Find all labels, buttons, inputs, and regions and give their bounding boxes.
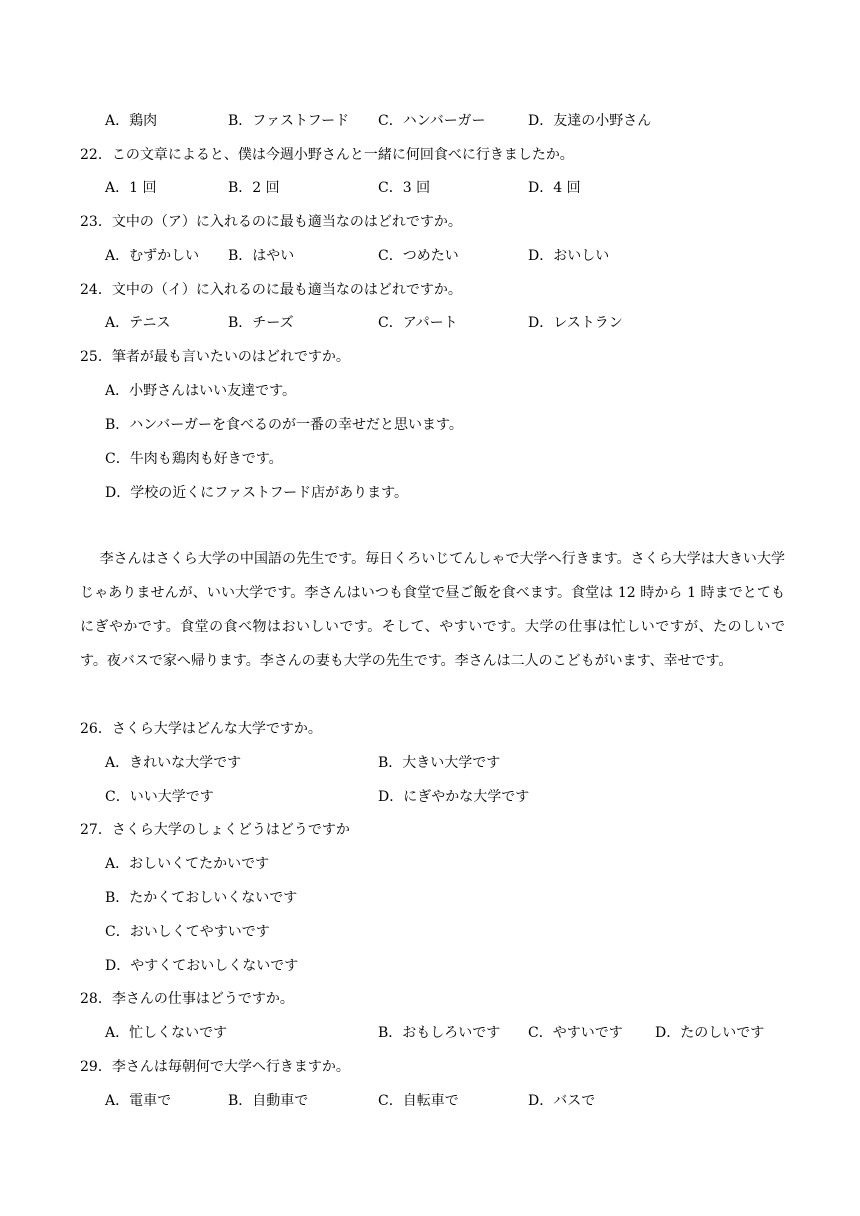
option-21-d: D．友達の小野さん <box>528 113 652 129</box>
option-22-b: B．2 回 <box>228 180 280 196</box>
option-28-a: A．忙しくないです <box>105 1025 228 1041</box>
option-21-c: C．ハンバーガー <box>378 113 486 129</box>
option-25-b: B．ハンバーガーを食べるのが一番の幸せだと思います。 <box>105 417 463 433</box>
question-26-text: 26．さくら大学はどんな大学ですか。 <box>80 721 322 737</box>
option-26-b: B．大きい大学です <box>378 755 501 771</box>
option-24-b: B．チーズ <box>228 315 294 331</box>
option-21-b: B．ファストフード <box>228 113 350 129</box>
option-24-c: C．アパート <box>378 315 458 331</box>
option-28-c: C．やすいです <box>528 1025 623 1041</box>
option-26-d: D．にぎやかな大学です <box>378 789 530 805</box>
option-25-a: A．小野さんはいい友達です。 <box>105 383 296 399</box>
option-25-c: C．牛肉も鶏肉も好きです。 <box>105 451 283 467</box>
option-27-d: D．やすくておいしくないです <box>105 958 299 974</box>
option-25-d: D．学校の近くにファストフード店があります。 <box>105 485 408 501</box>
option-27-c: C．おいしくてやすいです <box>105 924 270 940</box>
question-22-text: 22．この文章によると、僕は今週小野さんと一緒に何回食べに行きましたか。 <box>80 147 574 163</box>
option-23-b: B．はやい <box>228 248 295 264</box>
option-24-a: A．テニス <box>105 315 171 331</box>
option-26-c: C．いい大学です <box>105 789 214 805</box>
option-22-a: A．1 回 <box>105 180 157 196</box>
option-28-b: B．おもしろいです <box>378 1025 501 1041</box>
option-22-d: D．4 回 <box>528 180 581 196</box>
option-23-a: A．むずかしい <box>105 248 200 264</box>
option-24-d: D．レストラン <box>528 315 623 331</box>
option-23-c: C．つめたい <box>378 248 459 264</box>
option-29-a: A．電車で <box>105 1093 172 1109</box>
option-29-b: B．自動車で <box>228 1093 309 1109</box>
reading-passage: 李さんはさくら大学の中国語の先生です。毎日くろいじてんしゃで大学へ行きます。さくら大学は大きい大学じゃありませんが、いい大学です。李さんはいつも食堂で昼ご飯を食べます。食堂は 12 時から 1 時までとてもにぎやかです。食堂の食べ物はおいしいです。そして、やすいです。大学の仕事は忙しいですが、たのしいです。夜バスで家へ帰ります。李さんの妻も大学の先生です。李さんは二人のこどもがいます、幸せです。 <box>80 551 785 669</box>
question-24-text: 24．文中の（イ）に入れるのに最も適当なのはどれですか。 <box>80 282 462 298</box>
question-25-text: 25．筆者が最も言いたいのはどれですか。 <box>80 349 350 365</box>
question-28-text: 28．李さんの仕事はどうですか。 <box>80 991 294 1007</box>
option-21-a: A．鶏肉 <box>105 113 158 129</box>
question-27-text: 27．さくら大学のしょくどうはどうですか <box>80 822 350 838</box>
option-29-d: D．バスで <box>528 1093 596 1109</box>
option-23-d: D．おいしい <box>528 248 610 264</box>
option-22-c: C．3 回 <box>378 180 431 196</box>
option-29-c: C．自転車で <box>378 1093 459 1109</box>
question-29-text: 29．李さんは毎朝何で大学へ行きますか。 <box>80 1059 350 1075</box>
question-23-text: 23．文中の（ア）に入れるのに最も適当なのはどれですか。 <box>80 214 462 230</box>
option-28-d: D．たのしいです <box>655 1025 765 1041</box>
option-26-a: A．きれいな大学です <box>105 755 242 771</box>
option-27-a: A．おしいくてたかいです <box>105 856 270 872</box>
option-27-b: B．たかくておしいくないです <box>105 890 298 906</box>
